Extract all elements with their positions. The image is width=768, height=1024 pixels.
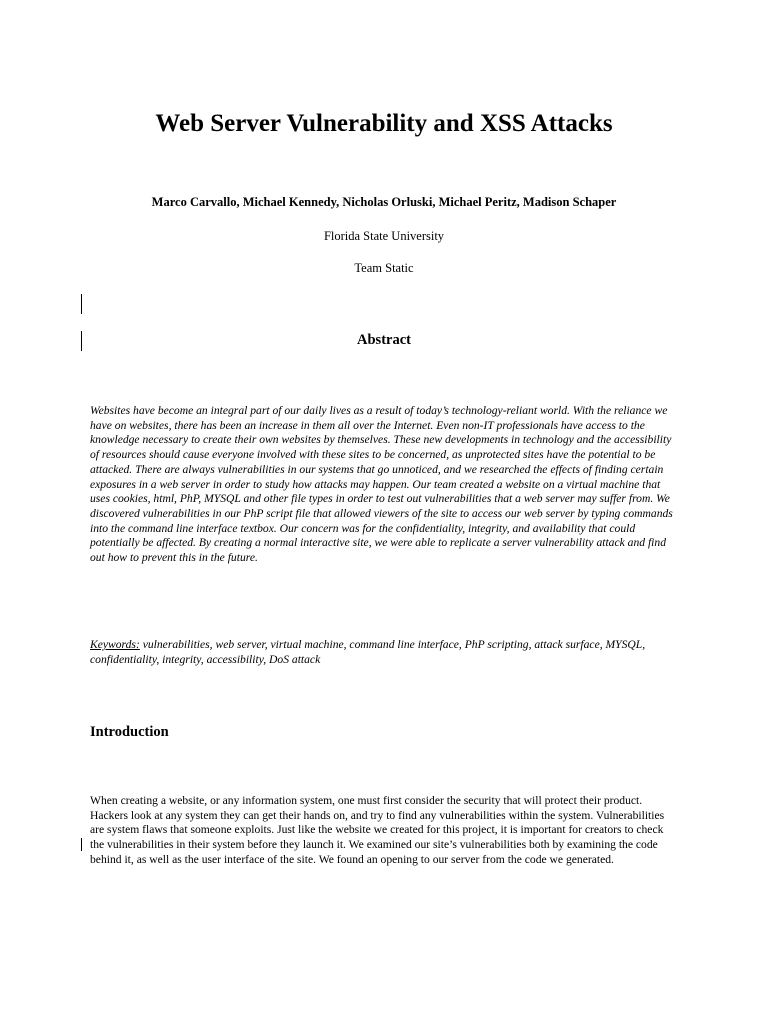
abstract-heading: Abstract	[357, 332, 411, 348]
keywords-list: vulnerabilities, web server, virtual machine, command line interface, PhP scripting, attack surface, MYSQL, confidentiality, integrity, accessibility, DoS attack	[90, 638, 646, 666]
introduction-body: When creating a website, or any information system, one must first consider the security that will protect their product. Hackers look at any system they can get their hands on, and try to find any vulnerabilities within the system. Vulnerabilities are system flaws that someone exploits. Just like the website we created for this project, it is important for creators to check the vulnerabilities in their system before they launch it. We examined our site’s vulnerabilities both by examining the code behind it, as well as the user interface of the site. We found an opening to our server from the code we generated.	[90, 794, 665, 866]
team-name: Team Static	[354, 261, 414, 275]
keywords-paragraph	[90, 637, 678, 667]
keywords-label: Keywords:	[90, 638, 140, 651]
author-list: Marco Carvallo, Michael Kennedy, Nicholas Orluski, Michael Peritz, Madison Schaper	[151, 195, 617, 209]
affiliation: Florida State University	[323, 229, 445, 243]
paper-title: Web Server Vulnerability and XSS Attacks	[155, 110, 613, 137]
abstract-body: Websites have become an integral part of our daily lives as a result of today’s technology-reliant world. With the reliance we have on websites, there has been an increase in them all over the Internet. Even non-IT professionals have access to the knowledge necessary to create their own websites by themselves. These new developments in technology and the accessibility of resources should cause everyone involved with these sites to be concerned, as unprotected sites have the potential to be attacked. There are always vulnerabilities in our systems that go unnoticed, and we researched the effects of finding certain exposures in a web server in order to study how attacks may happen. Our team created a website on a virtual machine that uses cookies, html, PhP, MYSQL and other file types in order to test out vulnerabilities that a web server may suffer from. We discovered vulnerabilities in our PhP script file that allowed viewers of the site to access our web server by typing commands into the command line interface textbox. Our concern was for the confidentiality, integrity, and availability that could potentially be affected. By creating a normal interactive site, we were able to replicate a server vulnerability attack and find out how to prevent this in the future.	[90, 404, 673, 565]
revision-margin-bar	[81, 294, 82, 314]
introduction-heading: Introduction	[90, 724, 169, 740]
revision-margin-bar	[81, 838, 82, 851]
